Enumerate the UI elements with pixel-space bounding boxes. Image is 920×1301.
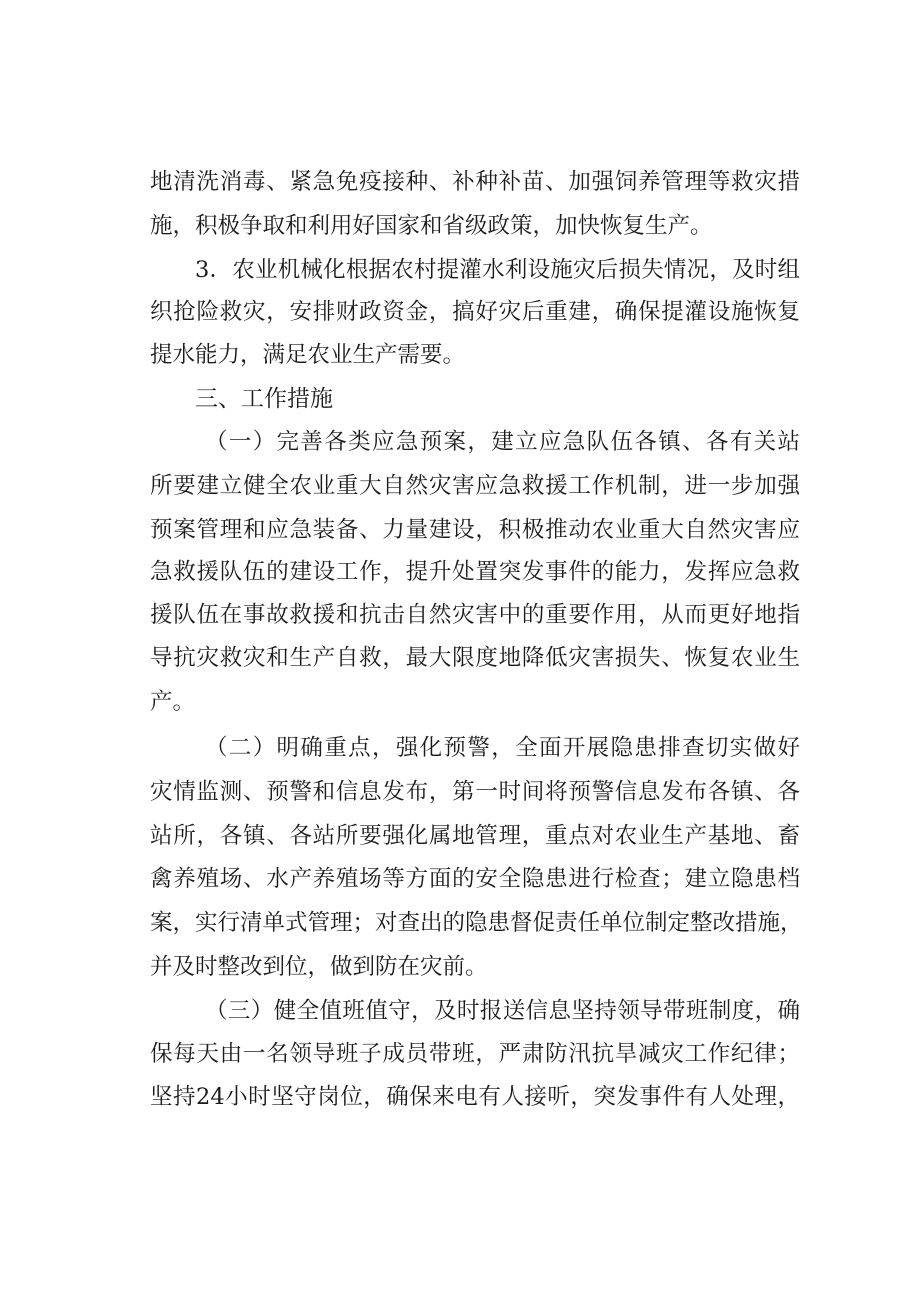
paragraph-line: 提水能力，满足农业生产需要。	[150, 342, 466, 368]
paragraph-line: 援队伍在事故救援和抗击自然灾害中的重要作用，从而更好地指	[150, 602, 800, 628]
paragraph-line: （一）完善各类应急预案，建立应急队伍各镇、各有关站	[205, 429, 800, 455]
section-heading: 三、工作措施	[195, 386, 333, 412]
paragraph-line: 急救援队伍的建设工作，提升处置突发事件的能力，发挥应急救	[150, 559, 800, 585]
paragraph-line: 导抗灾救灾和生产自救，最大限度地降低灾害损失、恢复农业生	[150, 645, 800, 671]
paragraph-line: （三）健全值班值守，及时报送信息坚持领导带班制度，确	[205, 998, 800, 1024]
paragraph-line: 案，实行清单式管理；对查出的隐患督促责任单位制定整改措施，	[150, 910, 803, 936]
paragraph-line: 坚持24小时坚守岗位，确保来电有人接听，突发事件有人处理，	[150, 1084, 800, 1110]
paragraph-line: 保每天由一名领导班子成员带班，严肃防汛抗旱减灾工作纪律；	[150, 1041, 800, 1067]
paragraph-line: 站所，各镇、各站所要强化属地管理，重点对农业生产基地、畜	[150, 823, 800, 849]
paragraph-line: 3．农业机械化根据农村提灌水利设施灾后损失情况，及时组	[195, 257, 800, 283]
paragraph-line: 禽养殖场、水产养殖场等方面的安全隐患进行检查；建立隐患档	[150, 866, 800, 892]
paragraph-line: 产。	[150, 689, 196, 715]
paragraph-line: 灾情监测、预警和信息发布，第一时间将预警信息发布各镇、各	[150, 779, 800, 805]
paragraph-line: 地清洗消毒、紧急免疫接种、补种补苗、加强饲养管理等救灾措	[150, 169, 800, 195]
paragraph-line: 预案管理和应急装备、力量建设，积极推动农业重大自然灾害应	[150, 517, 800, 543]
paragraph-line: 施，积极争取和利用好国家和省级政策，加快恢复生产。	[150, 213, 713, 239]
paragraph-line: 织抢险救灾，安排财政资金，搞好灾后重建，确保提灌设施恢复	[150, 299, 800, 325]
paragraph-line: （二）明确重点，强化预警，全面开展隐患排查切实做好	[205, 735, 800, 761]
paragraph-line: 并及时整改到位，做到防在灾前。	[150, 954, 488, 980]
paragraph-line: 所要建立健全农业重大自然灾害应急救援工作机制，进一步加强	[150, 473, 800, 499]
